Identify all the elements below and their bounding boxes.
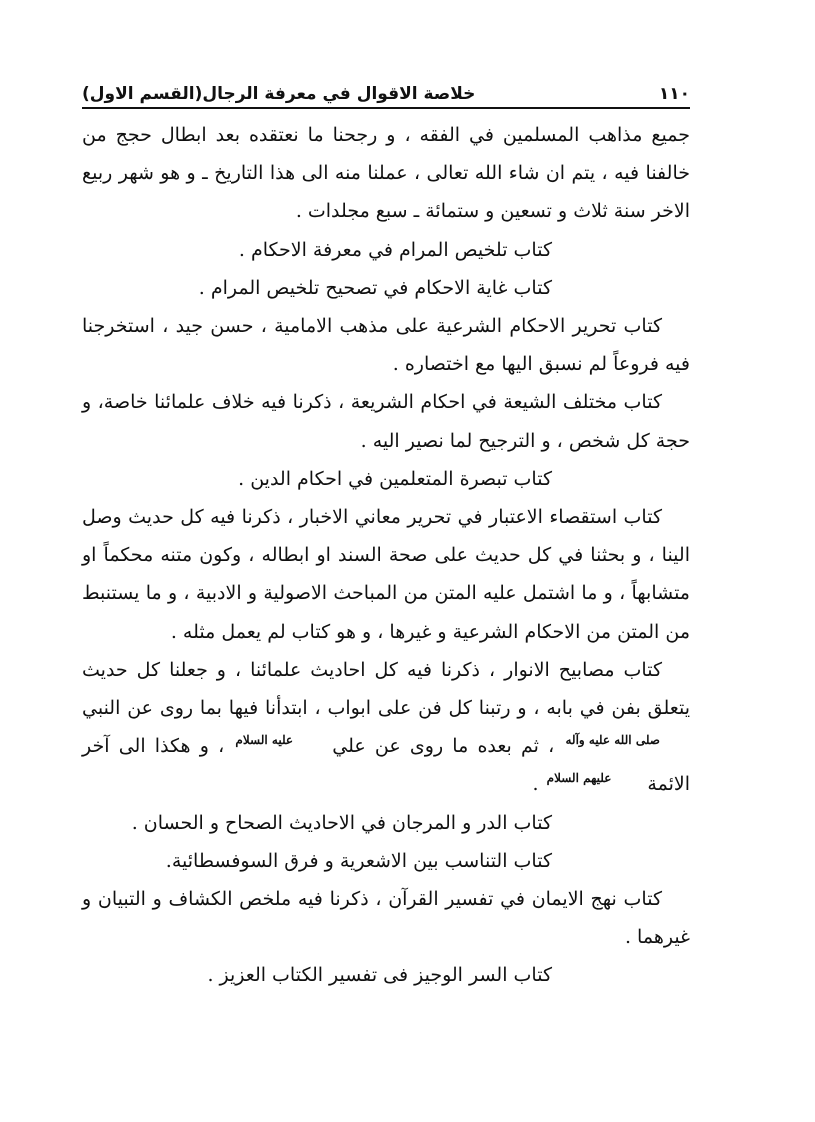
paragraph-al-tanasub: كتاب التناسب بين الاشعرية و فرق السوفسطائية. [165,849,552,872]
page-header [82,70,690,104]
honorific-seal-prophet: صلى الله عليه وآله [565,733,660,748]
text-segment: ، و هكذا الى آخر الائمة [82,735,690,796]
text-segment: كتاب مصابيح الانوار ، ذكرنا فيه كل احاديث علمائنا ، و جعلنا كل حديث يتعلق بفن في بابه ، و رتبنا كل فن على ابواب ، ابتدأنا فيها بما روى عن النبي [82,658,690,720]
page-body [82,116,690,995]
paragraph-tabsirat-al-mutaallimin: كتاب تبصرة المتعلمين في احكام الدين . [238,467,552,490]
paragraph-istiqsa-al-itibar: كتاب استقصاء الاعتبار في تحرير معاني الاخبار ، ذكرنا فيه كل حديث وصل الينا ، و بحثنا في كل حديث على صحة السند او ابطاله ، وكون متنه محكماً او متشابهاً ، و ما اشتمل عليه المتن من المباحث الاصولية و الادبية ، و ما يستنبط من المتن من الاحكام الشرعية و غيرها ، و هو كتاب لم يعمل مثله . [82,506,690,643]
paragraph-ghayat-al-ahkam: كتاب غاية الاحكام في تصحيح تلخيص المرام . [198,276,552,299]
paragraph-masabih-al-anwar [82,651,690,804]
honorific-seal-imams: عليهم السلام [546,771,612,786]
page-number: ١١٠ [658,84,690,104]
paragraph-nahj-al-iman: كتاب نهج الايمان في تفسير القرآن ، ذكرنا فيه ملخص الكشاف و التبيان و غيرهما . [82,888,690,949]
paragraph-tahrir-al-ahkam: كتاب تحرير الاحكام الشرعية على مذهب الامامية ، حسن جيد ، استخرجنا فيه فروعاً لم نسبق اليها مع اختصاره . [82,315,690,376]
paragraph-mukhtalaf-al-shia: كتاب مختلف الشيعة في احكام الشريعة ، ذكرنا فيه خلاف علمائنا خاصة، و حجة كل شخص ، و الترجيح لما نصير اليه . [82,391,690,452]
paragraph-al-sirr-al-wajiz: كتاب السر الوجيز فى تفسير الكتاب العزيز . [207,964,552,987]
paragraph-al-durr-wal-marjan: كتاب الدر و المرجان في الاحاديث الصحاح و الحسان . [131,811,552,834]
honorific-seal-ali: عليه السلام [235,733,294,748]
text-segment: . [532,773,539,796]
header-rule [82,107,690,109]
text-segment: ، ثم بعده ما روى عن علي [332,735,555,758]
running-title: خلاصة الاقوال في معرفة الرجال(القسم الاول) [82,84,476,104]
paragraph-continued: جميع مذاهب المسلمين في الفقه ، و رجحنا ما نعتقده بعد ابطال حجج من خالفنا فيه ، يتم ان شاء الله تعالى ، عملنا منه الى هذا التاريخ ـ و هو شهر ربيع الاخر سنة ثلاث و تسعين و ستمائة ـ سبع مجلدات . [82,124,690,223]
paragraph-talkhis-al-maram: كتاب تلخيص المرام في معرفة الاحكام . [238,238,552,261]
